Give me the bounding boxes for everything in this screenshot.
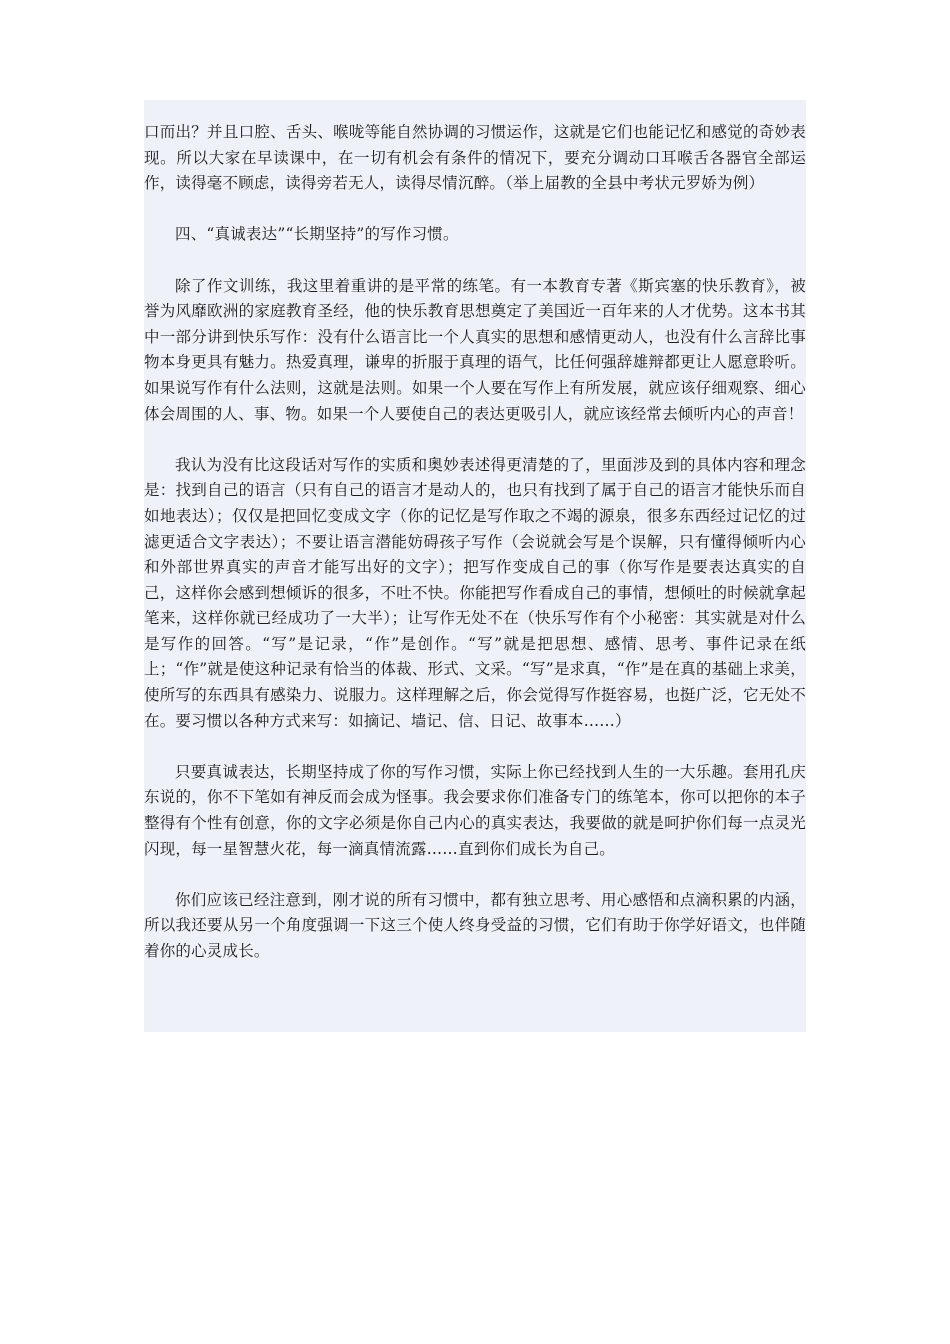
paragraph: 我认为没有比这段话对写作的实质和奥妙表述得更清楚的了，里面涉及到的具体内容和理念是：找到自己的语言（只有自己的语言才是动人的，也只有找到了属于自己的语言才能快乐而自如地表达）；仅仅是把回忆变成文字（你的记忆是写作取之不竭的源泉，很多东西经过记忆的过滤更适合文字表达）；不要让语言潜能妨碍孩子写作（会说就会写是个误解，只有懂得倾听内心和外部世界真实的声音才能写出好的文字）；把写作变成自己的事（你写作是要表达真实的自己，这样你会感到想倾诉的很多，不吐不快。你能把写作看成自己的事情，想倾吐的时候就拿起笔来，这样你就已经成功了一大半）；让写作无处不在（快乐写作有个小秘密：其实就是对什么是写作的回答。“写”是记录，“作”是创作。“写”就是把思想、感情、思考、事件记录在纸上；“作”就是使这种记录有恰当的体裁、形式、文采。“写”是求真，“作”是在真的基础上求美，使所写的东西具有感染力、说服力。这样理解之后，你会觉得写作挺容易，也挺广泛，它无处不在。要习惯以各种方式来写：如摘记、墙记、信、日记、故事本……） [144,455,806,730]
paragraph-gap [144,862,806,888]
paragraph-continuation: 口而出？并且口腔、舌头、喉咙等能自然协调的习惯运作，这就是它们也能记忆和感觉的奇妙表现。所以大家在早读课中，在一切有机会有条件的情况下，要充分调动口耳喉舌各器官全部运作，读得毫不顾虑，读得旁若无人，读得尽情沉醉。（举上届教的全县中考状元罗娇为例） [144,123,806,193]
text-block [144,100,806,1032]
section-heading: 四、“真诚表达”“长期坚持”的写作习惯。 [175,225,459,244]
paragraph-gap [144,197,806,223]
paragraph-gap [144,734,806,760]
paragraph: 除了作文训练，我这里着重讲的是平常的练笔。有一本教育专著《斯宾塞的快乐教育》，被誉为风靡欧洲的家庭教育圣经，他的快乐教育思想奠定了美国近一百年来的人才优势。这本书其中一部分讲到快乐写作：没有什么语言比一个人真实的思想和感情更动人，也没有什么言辞比事物本身更具有魅力。热爱真理，谦卑的折服于真理的语气，比任何强辞雄辩都更让人愿意聆听。如果说写作有什么法则，这就是法则。如果一个人要在写作上有所发展，就应该仔细观察、细心体会周围的人、事、物。如果一个人要使自己的表达更吸引人，就应该经常去倾听内心的声音！ [144,276,806,423]
paragraph: 只要真诚表达，长期坚持成了你的写作习惯，实际上你已经找到人生的一大乐趣。套用孔庆东说的，你不下笔如有神反而会成为怪事。我会要求你们准备专门的练笔本，你可以把你的本子整得有个性有创意，你的文字必须是你自己内心的真实表达，我要做的就是呵护你们每一点灵光闪现，每一星智慧火花，每一滴真情流露……直到你们成长为自己。 [144,762,806,858]
paragraph-gap [144,427,806,453]
paragraph: 你们应该已经注意到，刚才说的所有习惯中，都有独立思考、用心感悟和点滴积累的内涵，所以我还要从另一个角度强调一下这三个使人终身受益的习惯，它们有助于你学好语文，也伴随着你的心灵成长。 [144,890,806,960]
paragraph-gap [144,248,806,274]
